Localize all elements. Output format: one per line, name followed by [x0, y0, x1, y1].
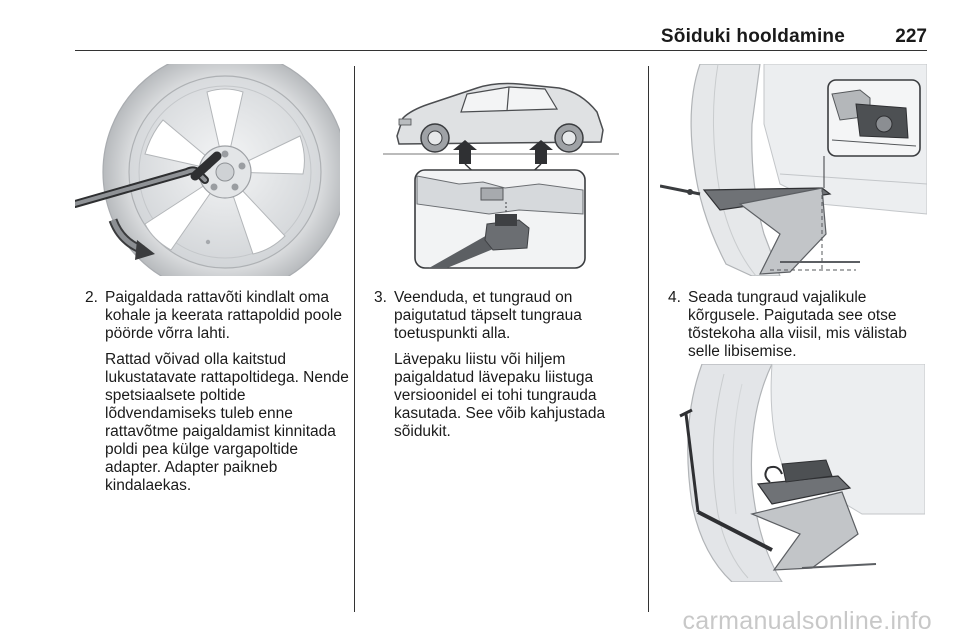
- column-divider-2: [648, 66, 649, 612]
- step-3-number: 3.: [374, 289, 387, 306]
- step-3-note: Lävepaku liistu või hiljem paigaldatud lävepaku liistuga versioonidel ei tohi tungrauda kasutada. See võib kahjustada sõidukit.: [394, 351, 606, 440]
- step-4-number: 4.: [668, 289, 681, 306]
- step-3-text: Veenduda, et tungraud on paigutatud täpselt tungraua toetuspunkti alla.: [394, 289, 582, 342]
- jack-raised-illustration: [662, 364, 925, 582]
- car-jacking-points-illustration: [369, 64, 634, 276]
- step-4-text: Seada tungraud vajalikule kõrgusele. Paigutada see otse tõstekoha alla viisil, mis välistab selle libisemise.: [688, 289, 907, 360]
- step-2-note: Rattad võivad olla kaitstud lukustatavate rattapoltidega. Nende spetsiaalsete poltide lõdvendamiseks tuleb enne rattavõtme paigaldamist kinnitada poldi pea külge vargapoltide adapter. Adapter paikneb kindalaekas.: [105, 351, 349, 494]
- column-divider-1: [354, 66, 355, 612]
- step-2-number: 2.: [85, 289, 98, 306]
- watermark: carmanualsonline.info: [682, 607, 932, 635]
- step-2-text: Paigaldada rattavõti kindlalt oma kohale ja keerata rattapoldid poole pöörde võrra lahti.: [105, 289, 342, 342]
- section-title: Sõiduki hooldamine: [660, 26, 845, 47]
- step-2: [85, 289, 350, 495]
- page-number: 227: [895, 26, 927, 47]
- jack-position-illustration: [660, 64, 927, 276]
- page-header: [75, 24, 927, 51]
- step-4: [668, 289, 926, 361]
- wheel-wrench-illustration: [75, 64, 340, 276]
- step-3: [374, 289, 634, 441]
